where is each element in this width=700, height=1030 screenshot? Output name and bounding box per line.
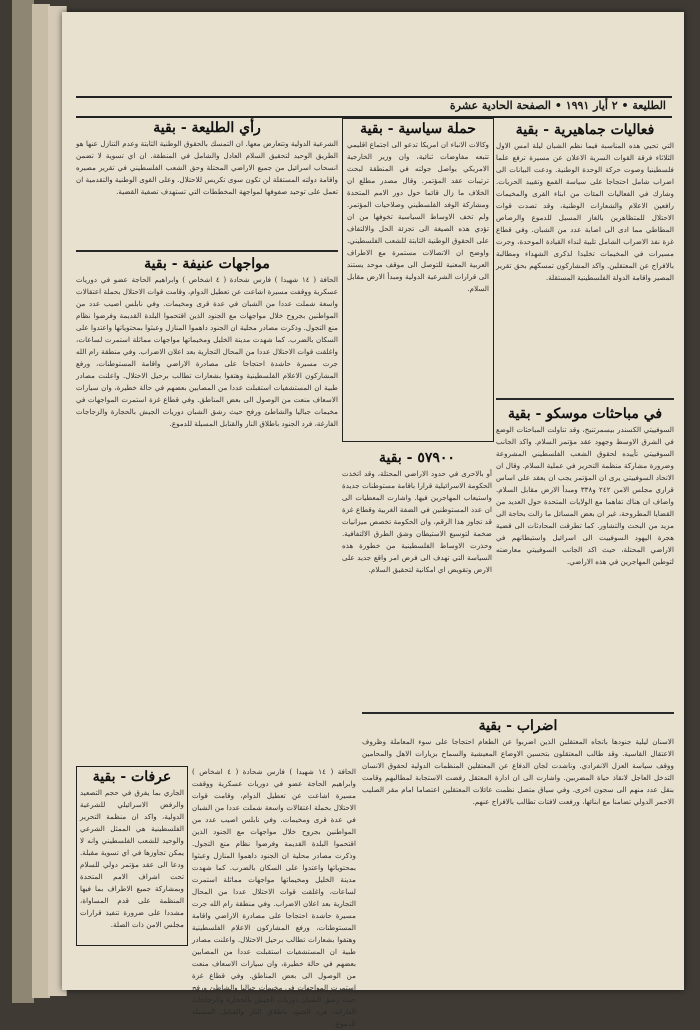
- article-idrab: [362, 716, 674, 926]
- article-title: مواجهات عنيفة - بقية: [144, 256, 270, 272]
- article-body: أو بالاحرى في حدود الاراضي المحتلة، وقد اتخذت الحكومة الاسرائيلية قرارا باقامة مستوطنات جديدة واستيعاب المهاجرين فيها. واشارت المعطيات الى ان عدد المستوطنين في الضفة الغربية وقطاع غزة قد تجاوز هذا الرقم، وان الحكومة تخصص ميزانيات ضخمة لتوسيع الاستيطان وشق الطرق الالتفافية. وحذرت الاوساط الفلسطينية من خطورة هذه السياسة التي تهدف الى فرض امر واقع جديد على الارض وتقويض اي امكانية لتحقيق السلام.: [342, 469, 492, 574]
- article-body: وكالات الانباء ان امريكا تدعو الى اجتماع اقليمي تتبعه مفاوضات ثنائية، وان وزير الخارجية الامريكي يواصل جولته في المنطقة لبحث ترتيبات عقد المؤتمر. وقال مصدر مطلع ان الخلاف ما زال قائما حول دور الامم المتحدة ومشاركة الوفد الفلسطيني وصلاحيات المؤتمر. ولم تخف الاوساط السياسية تخوفها من ان تؤدي هذه الصيغة الى تجزئة الحل والالتفاف على الحقوق الوطنية الثابتة للشعب الفلسطيني. واوضح ان الاتصالات مستمرة مع الاطراف العربية المعنية للتوصل الى موقف موحد يستند الى قرارات الشرعية الدولية ومبدأ الارض مقابل السلام.: [347, 140, 489, 293]
- article-title: ٥٧٩٠٠ - بقية: [379, 450, 455, 466]
- article-title: حملة سياسية - بقية: [360, 121, 476, 137]
- header-line: الطليعة • ٢ أيار ١٩٩١ • الصفحة الحادية عشرة: [449, 99, 666, 112]
- article-hamla: [342, 118, 494, 442]
- article-body: السوفييتي الكسندر بيسمرتنيخ، وقد تناولت المباحثات الوضع في الشرق الاوسط وجهود عقد مؤتمر السلام. واكد الجانب السوفييتي تأييده لحقوق الشعب الفلسطيني المشروعة وضرورة مشاركة منظمة التحرير في عملية السلام. وقال ان الاتحاد السوفييتي يرى ان المؤتمر يجب ان يعقد على اساس قراري مجلس الامن ٢٤٢ و٣٣٨ ومبدأ الارض مقابل السلام. واضاف ان هناك تفاهما مع الولايات المتحدة حول العديد من القضايا المطروحة، غير ان بعض المسائل ما زالت بحاجة الى مزيد من البحث والتشاور. كما تطرقت المحادثات الى قضية هجرة اليهود السوفييت الى اسرائيل واستيطانهم في الاراضي المحتلة، حيث اكد الجانب السوفييتي معارضته لتوطين المهاجرين في هذه الاراضي.: [496, 425, 674, 566]
- article-57900: [342, 448, 492, 688]
- column-rule: [76, 250, 338, 252]
- article-body: الحافة ( ١٤ شهيدا ) فارس شحادة ( ٤ اشخاص ) وابراهيم الحاجة عضو في دوريات عسكرية ووقفت مسيرة اشاعت عن تعطيل الدوام، وقامت قوات الاحتلال بحملة اعتقالات واسعة شملت عددا من الشبان في عدة قرى ومخيمات. وفي نابلس اصيب عدد من المواطنين بجروح خلال مواجهات مع الجنود الذين اقتحموا البلدة القديمة وفرضوا نظام منع التجول. وذكرت مصادر محلية ان الجنود داهموا المنازل وعبثوا بمحتوياتها واعتدوا على السكان بالضرب. كما شهدت مدينة الخليل ومخيماتها مواجهات مماثلة استمرت لساعات، واغلقت قوات الاحتلال عددا من المحال التجارية بعد اعلان الاضراب. وفي منطقة رام الله جرت مسيرة حاشدة احتجاجا على مصادرة الاراضي واقامة المستوطنات، ورفع المشاركون الاعلام الفلسطينية وهتفوا بشعارات تطالب برحيل الاحتلال. واعلنت مصادر طبية ان المستشفيات استقبلت عددا من المصابين بعضهم في حالة خطيرة، وان سيارات الاسعاف منعت من الوصول الى بعض المناطق. وفي قطاع غزة استمرت المواجهات في مخيمات جباليا والشاطئ ورفح حيث رشق الشبان دوريات الجيش بالحجارة والزجاجات الفارغة، فرد الجنود باطلاق النار والقنابل المسيلة للدموع.: [76, 275, 338, 428]
- article-faaliyat: [496, 120, 674, 390]
- column-rule: [496, 398, 674, 400]
- article-rai: [76, 118, 338, 246]
- page-header: [76, 96, 672, 118]
- article-body: الجاري بما يفرق في حجم التصعيد والرفض الاسرائيلي للشرعية الدولية، واكد ان منظمة التحرير الفلسطينية هي الممثل الشرعي والوحيد للشعب الفلسطيني وانه لا يمكن تجاوزها في اي تسوية مقبلة. ودعا الى عقد مؤتمر دولي للسلام تحت اشراف الامم المتحدة وبمشاركة جميع الاطراف بما فيها المنظمة على قدم المساواة، مشددا على ضرورة تنفيذ قرارات مجلس الامن ذات الصلة.: [80, 788, 184, 929]
- article-title: عرفات - بقية: [92, 769, 172, 785]
- article-title: فعاليات جماهيرية - بقية: [515, 122, 655, 138]
- newspaper-page: [62, 12, 684, 1028]
- binding-edge: [12, 0, 34, 1003]
- article-moscow: [496, 404, 674, 704]
- article-muwajahat: [76, 254, 338, 754]
- article-body: التي تحيي هذه المناسبة فيما نظم الشبان ليلة امس الاول الثلاثاء فرقة القوات السرية الاعلان عن مسيرة ترفع علما فلسطينيا وصوت حركة الوحدة الوطنية. ودعت البيانات الى اضراب شامل احتجاجا على سياسة القمع وتقييد الحريات. وشارك في الفعاليات المئات من ابناء القرى والمخيمات رافعين الاعلام والشعارات الوطنية، وقد تصدت قوات الاحتلال للمتظاهرين بالغاز المسيل للدموع والرصاص المطاطي مما ادى الى اصابة عدد من الشبان. وفي قطاع غزة نفذ الاضراب الشامل تلبية لنداء القيادة الموحدة، وجرت مسيرات في المخيمات تخليدا لذكرى الشهداء ومطالبة بالافراج عن المعتقلين. واكد المشاركون تمسكهم بحق تقرير المصير واقامة الدولة الفلسطينية المستقلة.: [496, 141, 674, 282]
- article-title: في مباحثات موسكو - بقية: [507, 406, 663, 422]
- article-arafat: [76, 766, 188, 946]
- article-body: الحافة ( ١٤ شهيدا ) فارس شحادة ( ٤ اشخاص ) وابراهيم الحاجة عضو في دوريات عسكرية ووقفت مسيرة اشاعت عن تعطيل الدوام، وقامت قوات الاحتلال بحملة اعتقالات واسعة شملت عددا من الشبان في عدة قرى ومخيمات. وفي نابلس اصيب عدد من المواطنين بجروح خلال مواجهات مع الجنود الذين اقتحموا البلدة القديمة وفرضوا نظام منع التجول. وذكرت مصادر محلية ان الجنود داهموا المنازل وعبثوا بمحتوياتها واعتدوا على السكان بالضرب. كما شهدت مدينة الخليل ومخيماتها مواجهات مماثلة استمرت لساعات، واغلقت قوات الاحتلال عددا من المحال التجارية بعد اعلان الاضراب. وفي منطقة رام الله جرت مسيرة حاشدة احتجاجا على مصادرة الاراضي واقامة المستوطنات، ورفع المشاركون الاعلام الفلسطينية وهتفوا بشعارات تطالب برحيل الاحتلال. واعلنت مصادر طبية ان المستشفيات استقبلت عددا من المصابين بعضهم في حالة خطيرة، وان سيارات الاسعاف منعت من الوصول الى بعض المناطق. وفي قطاع غزة استمرت المواجهات في مخيمات جباليا والشاطئ ورفح حيث رشق الشبان دوريات الجيش بالحجارة والزجاجات الفارغة، فرد الجنود باطلاق النار والقنابل المسيلة للدموع.: [192, 767, 356, 1028]
- column-rule: [362, 712, 674, 714]
- article-body: الشرعية الدولية وتتعارض معها. ان التمسك بالحقوق الوطنية الثابتة وعدم التنازل عنها هو الطريق الوحيد لتحقيق السلام العادل والشامل في المنطقة. ان اي تسوية لا تضمن انسحاب اسرائيل من جميع الاراضي المحتلة وحق الشعب الفلسطيني في تقرير مصيره واقامة دولته المستقلة لن تكون سوى تكريس للاحتلال. وعلى القوى الوطنية والتقدمية ان تعمل على توحيد صفوفها لمواجهة المخططات التي تستهدف تصفية القضية.: [76, 139, 338, 196]
- article-continuation: [192, 766, 356, 1028]
- article-title: اضراب - بقية: [478, 718, 558, 734]
- article-body: الاسنان ليلية جنودها باتجاه المعتقلين الذين اضربوا عن الطعام احتجاجا على سوء المعاملة وظروف الاعتقال القاسية. وقد طالب المعتقلون بتحسين الاوضاع المعيشية والسماح بزيارات الاهل والمحامين ووقف سياسة العزل الانفرادي. وناشدت لجان الدفاع عن المعتقلين المنظمات الدولية لحقوق الانسان التدخل العاجل لانقاذ حياة المضربين. واشارت الى ان ادارة المعتقل رفضت الاستجابة لمطالبهم وقامت بنقل عدد منهم الى سجون اخرى. وفي سياق متصل نظمت عائلات المعتقلين اعتصاما امام مقر الصليب الاحمر الدولي تضامنا مع ابنائها، ورفعت لافتات تطالب بالافراج عنهم.: [362, 737, 674, 806]
- article-title: رأي الطليعة - بقية: [153, 120, 261, 136]
